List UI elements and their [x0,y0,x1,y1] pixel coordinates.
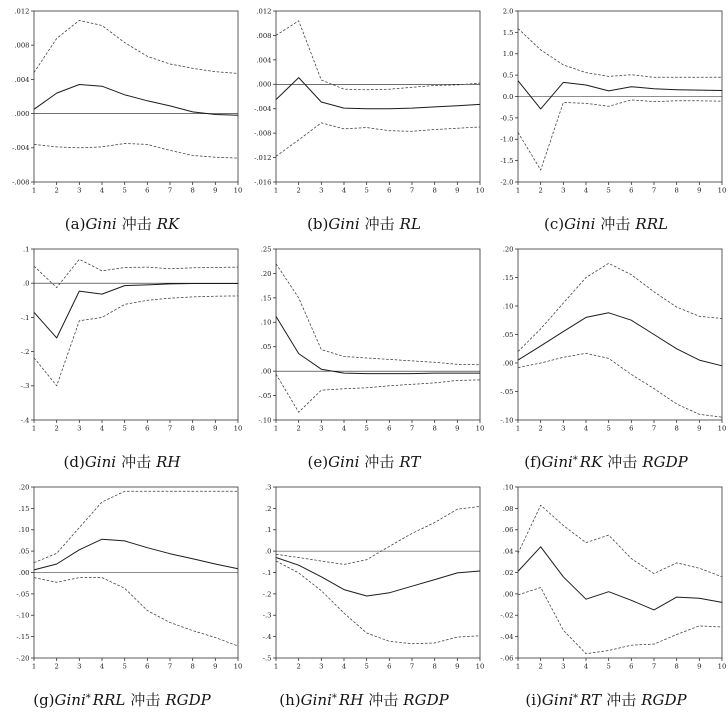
caption-response-var: RK [156,215,180,233]
x-tick-label: 4 [99,424,105,433]
upper-band-line [276,507,480,565]
x-tick-label: 6 [145,662,150,671]
x-tick-label: 9 [213,662,218,671]
y-tick-label: -.10 [16,611,30,620]
chart-caption-g [33,687,211,712]
x-tick-label: 2 [538,662,543,671]
x-tick-label: 5 [122,186,127,195]
x-tick-label: 7 [651,424,657,433]
caption-response-var: RGDP [165,691,211,709]
x-tick-label: 7 [167,424,173,433]
lower-band-line [34,144,238,159]
y-tick-label: -.1 [262,568,272,577]
x-tick-label: 10 [717,662,727,671]
x-tick-label: 10 [475,186,485,195]
response-line [518,81,722,109]
y-tick-label: -1.0 [500,135,514,144]
caption-response-var: RRL [635,215,668,233]
x-tick-label: 5 [364,662,369,671]
x-tick-label: 10 [717,424,727,433]
caption-impulse-var: Gini [328,215,360,233]
y-tick-label: .000 [14,110,30,118]
x-tick-label: 2 [54,662,59,671]
chart-cell-g [1,478,243,716]
caption-index: (c) [544,215,565,233]
y-tick-label: .00 [502,590,514,599]
y-tick-label: -.4 [20,416,30,425]
y-tick-label: -.016 [254,178,272,187]
chart-plot-b [243,2,485,210]
y-tick-label: -.3 [20,382,30,391]
caption-shock-word: 冲击 [121,453,152,471]
caption-shock-word: 冲击 [607,453,638,471]
upper-band-line [518,263,722,351]
x-tick-label: 4 [341,186,347,195]
chart-caption-e [308,449,421,474]
x-tick-label: 5 [122,662,127,671]
y-tick-label: .15 [18,504,30,513]
x-tick-label: 6 [145,186,150,195]
x-tick-label: 4 [99,662,105,671]
x-tick-label: 10 [233,662,243,671]
x-tick-label: 9 [697,424,702,433]
caption-response-var: RH [156,453,181,471]
caption-response-var: RT [399,453,421,471]
y-tick-label: .2 [265,504,272,513]
x-tick-label: 4 [341,424,347,433]
chart-cell-b [243,2,485,240]
chart-plot-i [485,478,727,686]
x-tick-label: 3 [319,186,324,195]
x-tick-label: 2 [296,424,301,433]
x-tick-label: 3 [77,424,82,433]
chart-cell-e [243,240,485,478]
x-tick-label: 7 [167,662,173,671]
caption-response-var: RGDP [403,691,449,709]
upper-band-line [518,29,722,78]
x-tick-label: 7 [651,662,657,671]
x-tick-label: 5 [364,424,369,433]
plot-border [34,11,238,182]
plot-border [276,487,480,658]
y-tick-label: -.4 [262,633,272,642]
x-tick-label: 8 [432,186,437,195]
x-tick-label: 1 [31,186,37,195]
lower-band-line [34,578,238,646]
y-tick-label: .05 [18,547,30,556]
x-tick-label: 9 [213,186,218,195]
chart-plot-h [243,478,485,686]
x-tick-label: 8 [190,424,195,433]
x-tick-label: 7 [409,186,415,195]
chart-plot-a [1,2,243,210]
plot-border [518,249,722,420]
x-tick-label: 5 [606,186,611,195]
x-tick-label: 3 [77,186,82,195]
chart-cell-d [1,240,243,478]
x-tick-label: 10 [717,186,727,195]
caption-index: (a) [64,215,86,233]
y-tick-label: -.04 [500,633,514,642]
x-tick-label: 6 [629,186,634,195]
x-tick-label: 2 [296,662,301,671]
x-tick-label: 2 [54,186,59,195]
y-tick-label: .00 [18,568,30,577]
y-tick-label: .00 [502,359,514,368]
x-tick-label: 9 [213,424,218,433]
chart-caption-h [279,687,448,712]
y-tick-label: 0.0 [502,92,514,101]
upper-band-line [518,505,722,577]
x-tick-label: 8 [674,662,679,671]
caption-impulse-var: Gini [84,453,117,471]
chart-caption-b [307,211,421,236]
y-tick-label: -.3 [262,611,272,620]
lower-band-line [276,561,480,644]
caption-impulse-var: Gini [300,691,332,709]
y-tick-label: .0 [265,547,272,556]
x-tick-label: 8 [674,424,679,433]
x-tick-label: 4 [583,662,589,671]
chart-caption-a [65,211,179,236]
x-tick-label: 1 [273,186,279,195]
x-tick-label: 1 [273,662,279,671]
x-tick-label: 8 [190,186,195,195]
caption-impulse-var: Gini [54,691,86,709]
x-tick-label: 5 [122,424,127,433]
x-tick-label: 9 [455,186,460,195]
y-tick-label: -.5 [262,654,272,663]
x-tick-label: 5 [606,424,611,433]
caption-shock-word: 冲击 [368,691,399,709]
x-tick-label: 10 [233,424,243,433]
y-tick-label: -.20 [16,654,30,663]
plot-border [276,249,480,420]
x-tick-label: 10 [475,662,485,671]
y-tick-label: .08 [502,504,514,513]
y-tick-label: .1 [265,526,272,535]
caption-interaction-var: RRL [92,691,126,709]
x-tick-label: 1 [31,662,37,671]
caption-index: (d) [63,453,85,471]
x-tick-label: 10 [233,186,243,195]
x-tick-label: 6 [629,662,634,671]
caption-star: * [331,693,337,704]
x-tick-label: 4 [583,424,589,433]
chart-plot-c [485,2,727,210]
x-tick-label: 6 [387,662,392,671]
y-tick-label: -2.0 [500,178,514,187]
x-tick-label: 9 [697,186,702,195]
x-tick-label: 7 [651,186,657,195]
x-tick-label: 1 [31,424,37,433]
y-tick-label: .008 [256,31,272,40]
y-tick-label: .012 [256,7,272,16]
response-line [276,558,480,597]
chart-cell-a [1,2,243,240]
y-tick-label: .15 [502,273,514,282]
x-tick-label: 7 [409,662,415,671]
chart-cell-f [485,240,727,478]
y-tick-label: -.05 [258,391,272,400]
y-tick-label: .05 [260,343,272,352]
chart-cell-i [485,478,727,716]
lower-band-line [276,123,480,157]
y-tick-label: .1 [23,245,30,254]
chart-caption-i [525,687,686,712]
y-tick-label: .0 [23,279,30,288]
caption-impulse-var: Gini [564,215,596,233]
caption-star: * [573,693,579,704]
x-tick-label: 2 [538,424,543,433]
chart-plot-f [485,240,727,448]
y-tick-label: .25 [260,245,272,254]
x-tick-label: 9 [697,662,702,671]
chart-plot-g [1,478,243,686]
y-tick-label: .000 [256,80,272,89]
y-tick-label: .004 [256,56,272,65]
caption-shock-word: 冲击 [130,691,161,709]
caption-impulse-var: Gini [541,691,574,709]
plot-border [518,487,722,658]
x-tick-label: 6 [387,424,392,433]
y-tick-label: .06 [502,526,514,535]
x-tick-label: 3 [561,186,566,195]
y-tick-label: .00 [260,367,272,376]
y-tick-label: .012 [14,7,30,16]
caption-impulse-var: Gini [85,215,117,233]
caption-shock-word: 冲击 [364,453,395,471]
y-tick-label: -.1 [20,313,30,322]
x-tick-label: 7 [167,186,173,195]
x-tick-label: 7 [409,424,415,433]
caption-response-var: RL [399,215,421,233]
caption-shock-word: 冲击 [600,215,631,233]
caption-shock-word: 冲击 [364,215,395,233]
y-tick-label: -.008 [12,178,30,187]
x-tick-label: 8 [432,424,437,433]
caption-shock-word: 冲击 [121,215,152,233]
lower-band-line [276,374,480,412]
y-tick-label: -.10 [500,416,514,425]
caption-interaction-var: RT [580,691,602,709]
x-tick-label: 10 [475,424,485,433]
chart-cell-c [485,2,727,240]
upper-band-line [276,264,480,365]
x-tick-label: 4 [341,662,347,671]
y-tick-label: .04 [502,547,514,556]
plot-border [34,249,238,420]
y-tick-label: -0.5 [500,114,514,123]
caption-star: * [572,455,578,466]
y-tick-label: .20 [18,483,30,492]
x-tick-label: 1 [515,424,521,433]
caption-index: (e) [307,453,329,471]
y-tick-label: 1.0 [502,50,514,59]
caption-response-var: RGDP [641,691,687,709]
caption-response-var: RGDP [642,453,688,471]
y-tick-label: .15 [260,294,272,303]
y-tick-label: .10 [260,318,272,327]
y-tick-label: .008 [14,41,30,50]
x-tick-label: 2 [538,186,543,195]
chart-plot-d [1,240,243,448]
x-tick-label: 5 [364,186,369,195]
x-tick-label: 8 [674,186,679,195]
caption-star: * [85,693,91,704]
y-tick-label: .10 [502,483,514,492]
lower-band-line [518,100,722,170]
y-tick-label: -.004 [254,105,272,114]
x-tick-label: 6 [629,424,634,433]
caption-shock-word: 冲击 [606,691,637,709]
y-tick-label: -.05 [16,590,30,599]
response-line [34,284,238,338]
caption-index: (g) [33,691,55,709]
y-tick-label: -.10 [258,416,272,425]
x-tick-label: 1 [515,186,521,195]
y-tick-label: -.004 [12,144,30,153]
y-tick-label: 0.5 [502,71,514,80]
y-tick-label: -1.5 [500,157,514,166]
lower-band-line [518,353,722,417]
response-line [34,85,238,116]
caption-impulse-var: Gini [328,453,360,471]
x-tick-label: 6 [387,186,392,195]
x-tick-label: 3 [319,662,324,671]
y-tick-label: -.15 [16,633,30,642]
y-tick-label: .20 [502,245,514,254]
y-tick-label: .02 [502,568,514,577]
x-tick-label: 8 [190,662,195,671]
chart-caption-c [544,211,668,236]
x-tick-label: 2 [296,186,301,195]
caption-index: (i) [525,691,542,709]
upper-band-line [34,491,238,562]
y-tick-label: -.012 [254,153,272,162]
x-tick-label: 4 [99,186,105,195]
y-tick-label: .3 [265,483,272,492]
y-tick-label: -.05 [500,387,514,396]
caption-interaction-var: RH [338,691,364,709]
y-tick-label: .10 [18,526,30,535]
caption-index: (f) [524,453,542,471]
caption-interaction-var: RK [579,453,603,471]
y-tick-label: .20 [260,269,272,278]
x-tick-label: 3 [561,662,566,671]
chart-caption-f [524,449,687,474]
y-tick-label: -.2 [262,590,272,599]
y-tick-label: -.02 [500,611,514,620]
x-tick-label: 3 [561,424,566,433]
x-tick-label: 9 [455,424,460,433]
chart-cell-h [243,478,485,716]
x-tick-label: 1 [273,424,279,433]
caption-impulse-var: Gini [541,453,573,471]
y-tick-label: -.06 [500,654,514,663]
lower-band-line [34,296,238,386]
caption-index: (b) [307,215,329,233]
x-tick-label: 2 [54,424,59,433]
plot-border [276,11,480,182]
chart-plot-e [243,240,485,448]
x-tick-label: 3 [319,424,324,433]
x-tick-label: 6 [145,424,150,433]
caption-index: (h) [279,691,301,709]
y-tick-label: .10 [502,302,514,311]
response-line [518,547,722,610]
upper-band-line [34,20,238,73]
y-tick-label: -.2 [20,348,30,356]
y-tick-label: 2.0 [502,7,514,16]
x-tick-label: 5 [606,662,611,671]
upper-band-line [276,21,480,90]
x-tick-label: 9 [455,662,460,671]
x-tick-label: 8 [432,662,437,671]
x-tick-label: 4 [583,186,589,195]
y-tick-label: .004 [14,75,30,84]
x-tick-label: 3 [77,662,82,671]
y-tick-label: .05 [502,330,514,339]
x-tick-label: 1 [515,662,521,671]
y-tick-label: -.008 [254,129,272,138]
chart-caption-d [64,449,181,474]
response-line [276,78,480,109]
response-line [276,316,480,373]
response-line [518,313,722,366]
y-tick-label: 1.5 [502,28,514,37]
